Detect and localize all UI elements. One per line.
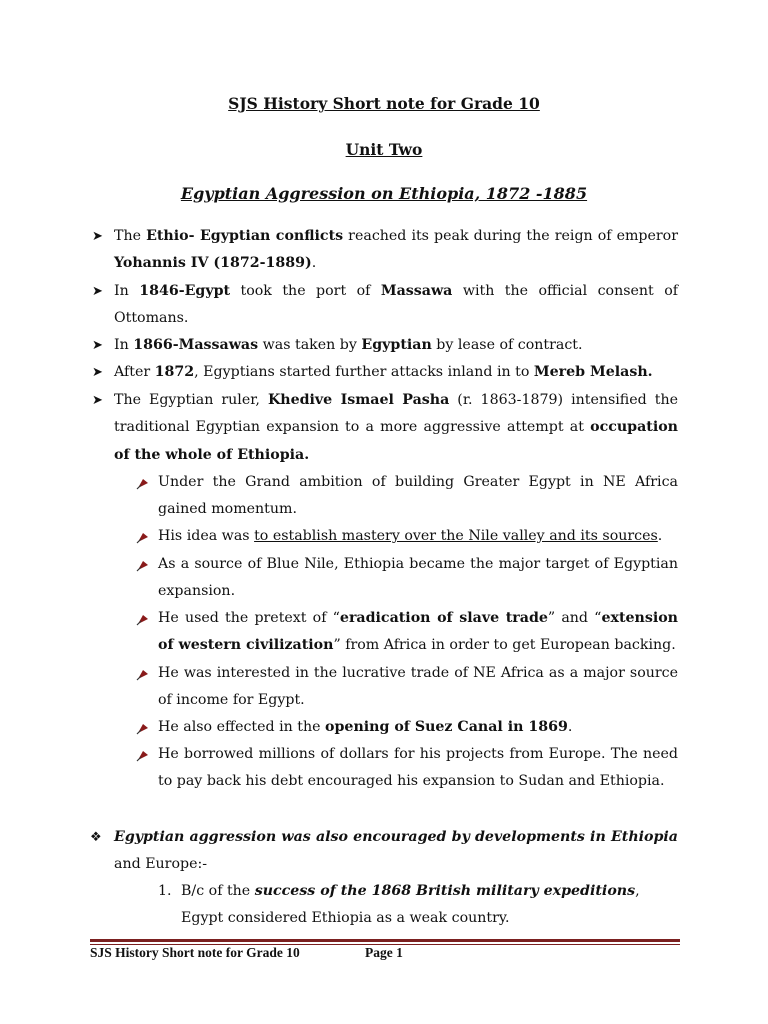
unit-heading: Unit Two bbox=[345, 140, 423, 159]
bullet-5: The Egyptian ruler, Khedive Ismael Pasha (r. 1863-1879) intensified the traditional Egyptian expansion to a more aggressive attempt at occupation of the whole of Ethiopia. bbox=[114, 392, 678, 463]
pin-icon bbox=[136, 558, 150, 572]
pin-icon bbox=[136, 476, 150, 490]
subbullet-7: He borrowed millions of dollars for his projects from Europe. The need to pay back his debt encouraged his expansion to Sudan and Ethiopia. bbox=[158, 746, 678, 790]
pin-icon bbox=[136, 612, 150, 626]
pin-icon bbox=[136, 667, 150, 681]
document-title: SJS History Short note for Grade 10 bbox=[228, 94, 540, 113]
numbered-item-1: B/c of the success of the 1868 British military expeditions, Egypt considered Ethiopia as a weak country. bbox=[181, 883, 640, 927]
bullet-4: After 1872, Egyptians started further attacks inland in to Mereb Melash. bbox=[114, 364, 653, 380]
pin-icon bbox=[136, 530, 150, 544]
section-heading: Egyptian Aggression on Ethiopia, 1872 -1885 bbox=[180, 184, 588, 203]
bullet-1: The Ethio- Egyptian conflicts reached its peak during the reign of emperor Yohannis IV (1872-1889). bbox=[114, 228, 679, 272]
footer-title: SJS History Short note for Grade 10 bbox=[90, 945, 300, 960]
diamond-icon: ❖ bbox=[90, 830, 102, 845]
subbullet-4: He used the pretext of “eradication of slave trade” and “extension of western civilization” from Africa in order to get European backing. bbox=[158, 610, 678, 654]
bullet-2: In 1846-Egypt took the port of Massawa with the official consent of Ottomans. bbox=[114, 283, 678, 327]
pin-icon bbox=[136, 721, 150, 735]
pin-icon bbox=[136, 748, 150, 762]
arrowhead-icon: ➤ bbox=[92, 365, 103, 380]
list-number: 1. bbox=[158, 883, 172, 899]
arrowhead-icon: ➤ bbox=[92, 393, 103, 408]
page-number: Page 1 bbox=[365, 945, 403, 960]
subbullet-5: He was interested in the lucrative trade of NE Africa as a major source of income for Egypt. bbox=[158, 665, 678, 709]
arrowhead-icon: ➤ bbox=[92, 284, 103, 299]
arrowhead-icon: ➤ bbox=[92, 338, 103, 353]
diamond-point: Egyptian aggression was also encouraged by developments in Ethiopia and Europe:- bbox=[114, 829, 678, 873]
bullet-3: In 1866-Massawas was taken by Egyptian by lease of contract. bbox=[114, 337, 583, 353]
subbullet-6: He also effected in the opening of Suez Canal in 1869. bbox=[158, 719, 573, 735]
arrowhead-icon: ➤ bbox=[92, 229, 103, 244]
subbullet-2: His idea was to establish mastery over the Nile valley and its sources. bbox=[158, 528, 663, 544]
subbullet-1: Under the Grand ambition of building Greater Egypt in NE Africa gained momentum. bbox=[158, 474, 678, 518]
footer-rule bbox=[90, 939, 680, 942]
subbullet-3: As a source of Blue Nile, Ethiopia became the major target of Egyptian expansion. bbox=[158, 556, 678, 600]
